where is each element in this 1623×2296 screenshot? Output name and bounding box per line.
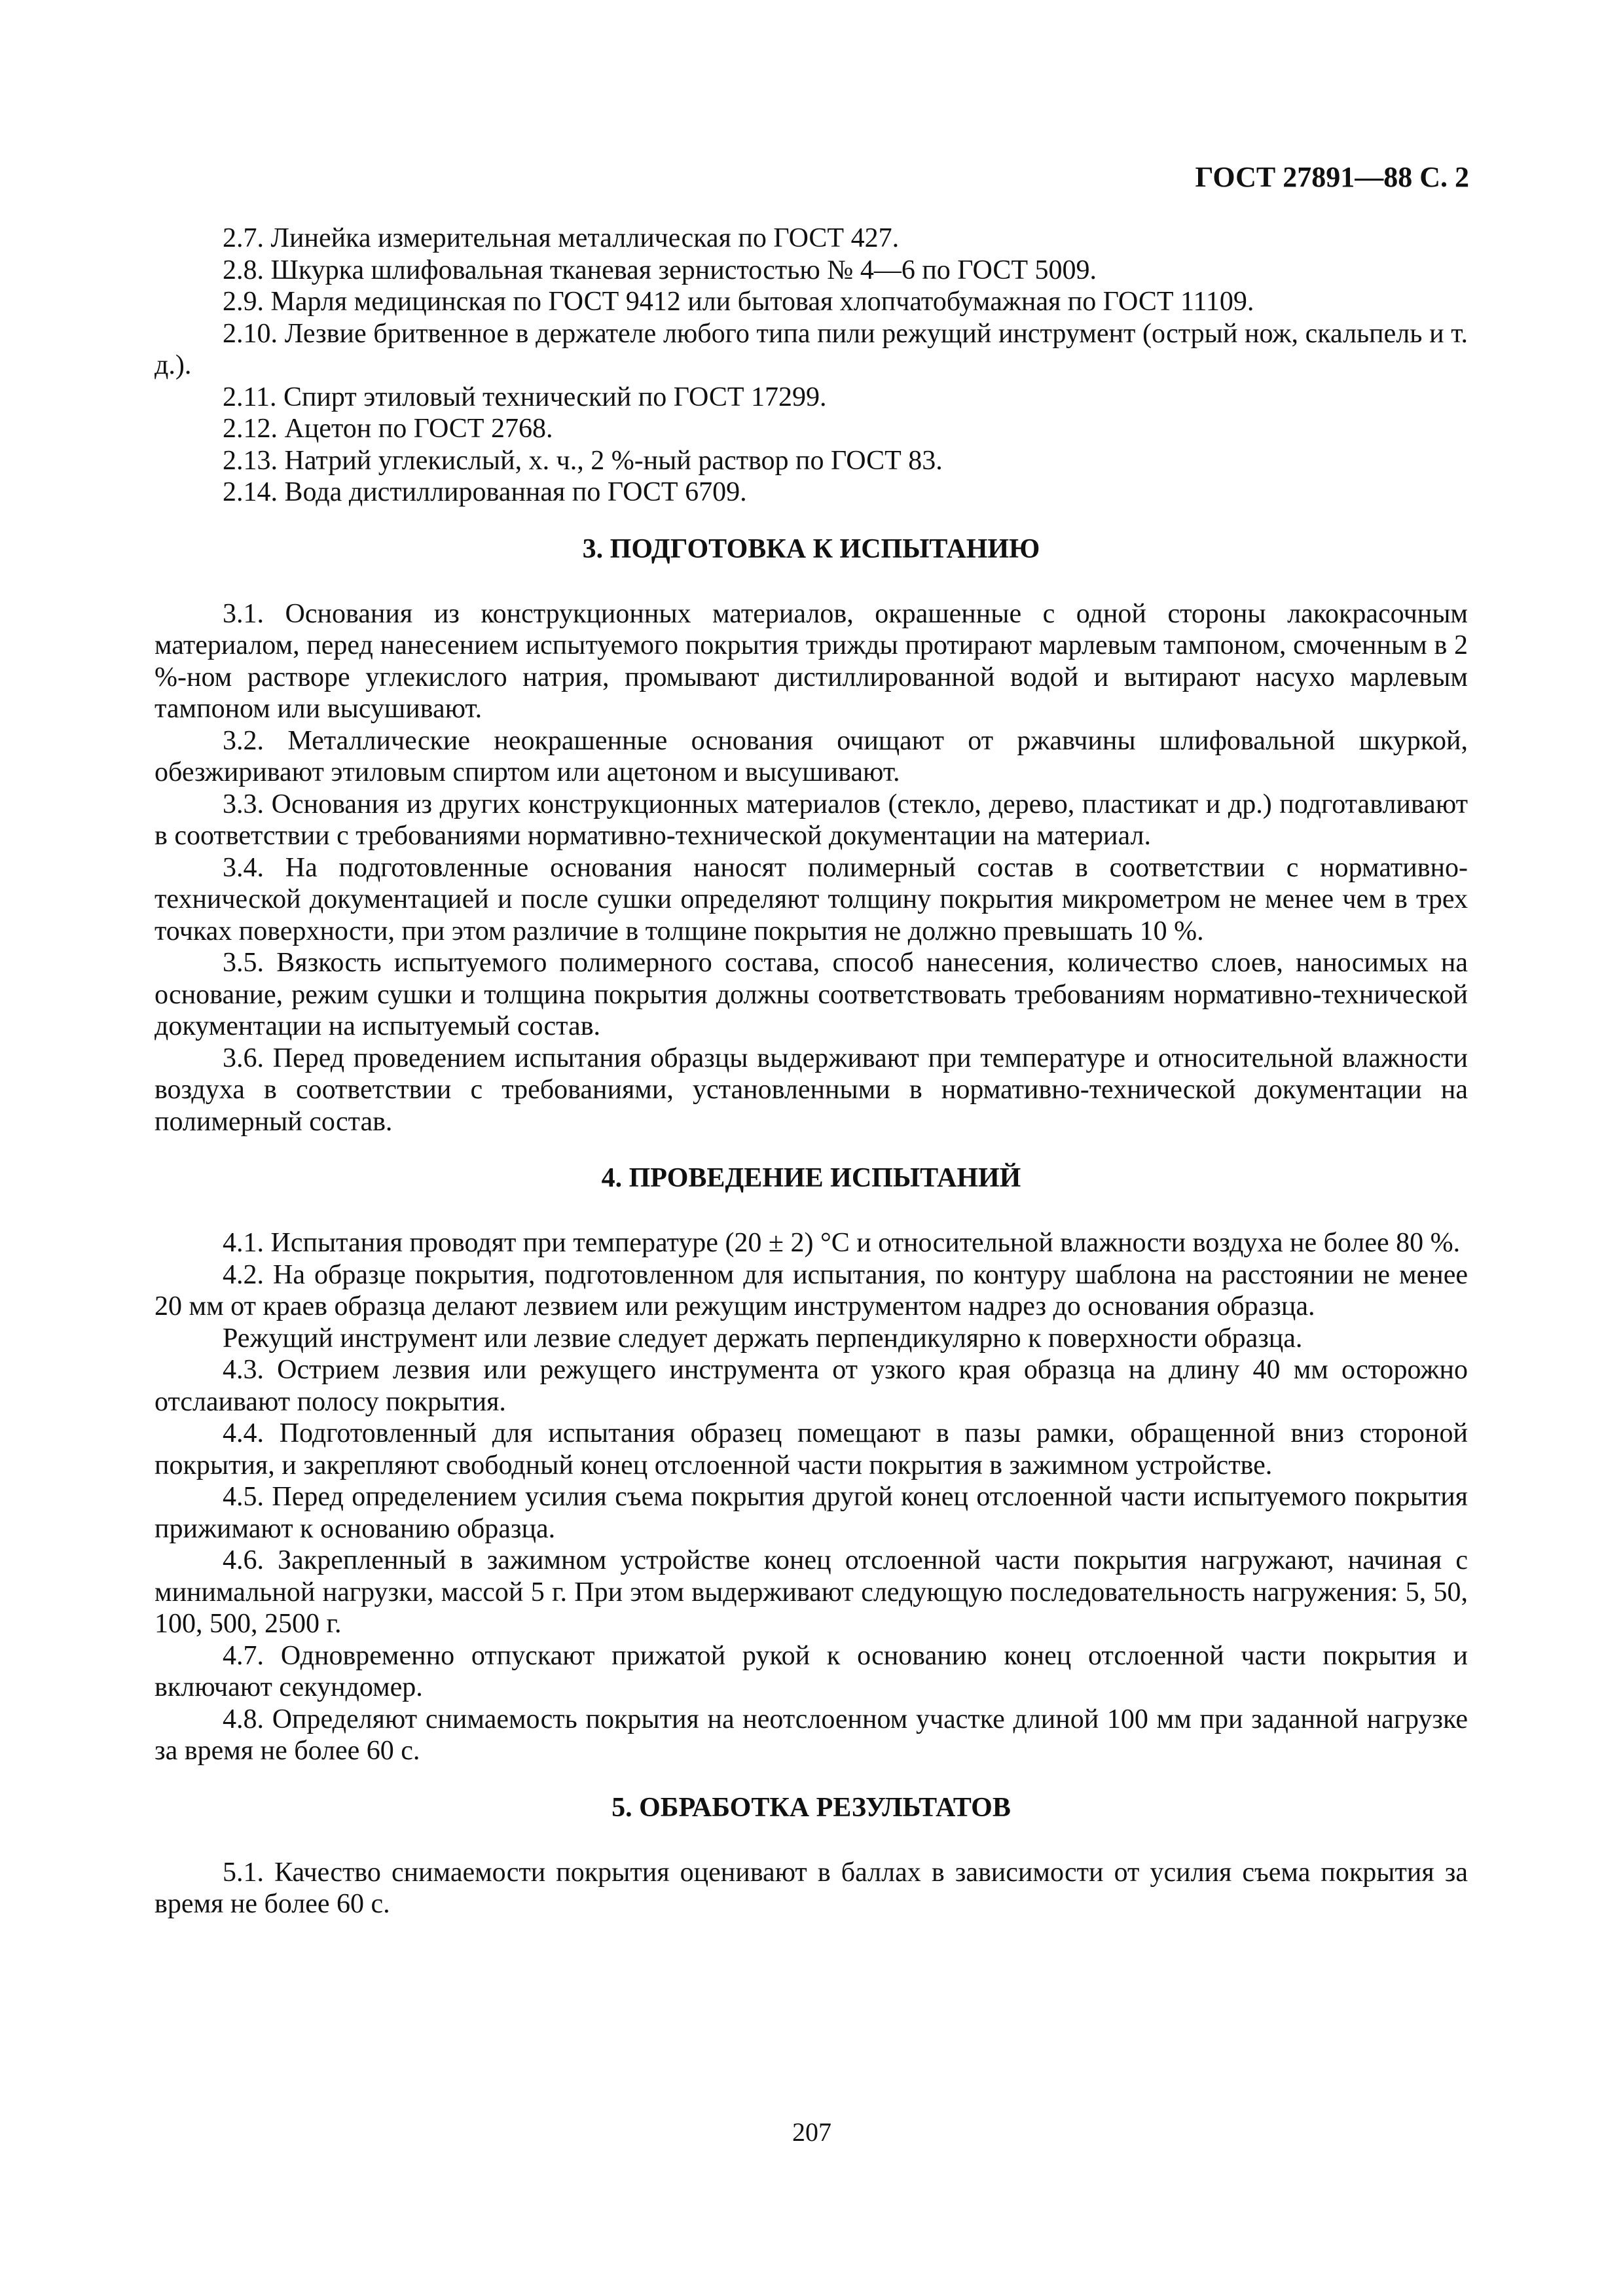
section-5-heading: 5. ОБРАБОТКА РЕЗУЛЬТАТОВ <box>611 1792 1011 1823</box>
paragraph-2-10: 2.10. Лезвие бритвенное в держателе любого типа пили режущий инструмент (острый нож, скальпель и т. д.). <box>155 318 1468 380</box>
paragraph-3-6: 3.6. Перед проведением испытания образцы выдерживают при температуре и относительной влажности воздуха в соответствии с требованиями, установленными в нормативно-технической документации на полимерный состав. <box>155 1043 1468 1137</box>
paragraph-2-12: 2.12. Ацетон по ГОСТ 2768. <box>223 414 553 444</box>
section-4-heading: 4. ПРОВЕДЕНИЕ ИСПЫТАНИЙ <box>601 1163 1021 1193</box>
paragraph-2-7: 2.7. Линейка измерительная металлическая по ГОСТ 427. <box>223 223 900 253</box>
paragraph-4-1: 4.1. Испытания проводят при температуре (20 ± 2) °С и относительной влажности воздуха не более 80 %. <box>223 1228 1461 1258</box>
paragraph-2-11: 2.11. Спирт этиловый технический по ГОСТ 17299. <box>223 382 827 412</box>
paragraph-4-8: 4.8. Определяют снимаемость покрытия на неотслоенном участке длиной 100 мм при заданной нагрузке за время не более 60 с. <box>155 1704 1468 1766</box>
paragraph-4-4: 4.4. Подготовленный для испытания образец помещают в пазы рамки, обращенной вниз стороной покрытия, и закрепляют свободный конец отслоенной части покрытия в зажимном устройстве. <box>155 1418 1468 1480</box>
paragraph-2-8: 2.8. Шкурка шлифовальная тканевая зернистостью № 4—6 по ГОСТ 5009. <box>223 255 1097 285</box>
paragraph-3-4: 3.4. На подготовленные основания наносят полимерный состав в соответствии с нормативно-технической документацией и после сушки определяют толщину покрытия микрометром не менее чем в трех точках поверхности, при этом различие в толщине покрытия не должно превышать 10 %. <box>155 852 1468 946</box>
paragraph-3-3: 3.3. Основания из других конструкционных материалов (стекло, дерево, пластикат и др.) подготавливают в соответствии с требованиями нормативно-технической документации на материал. <box>155 789 1468 851</box>
paragraph-3-1: 3.1. Основания из конструкционных материалов, окрашенные с одной стороны лакокрасочным материалом, перед нанесением испытуемого покрытия трижды протирают марлевым тампоном, смоченным в 2 %-ном растворе углекислого натрия, промывают дистиллированной водой и вытирают насухо марлевым тампоном или высушивают. <box>155 598 1468 724</box>
paragraph-2-14: 2.14. Вода дистиллированная по ГОСТ 6709. <box>223 477 747 507</box>
page-number: 207 <box>792 2117 831 2147</box>
paragraph-2-9: 2.9. Марля медицинская по ГОСТ 9412 или бытовая хлопчатобумажная по ГОСТ 11109. <box>223 287 1254 317</box>
paragraph-4-2-note: Режущий инструмент или лезвие следует держать перпендикулярно к поверхности образца. <box>223 1323 1303 1354</box>
paragraph-4-7: 4.7. Одновременно отпускают прижатой рукой к основанию конец отслоенной части покрытия и включают секундомер. <box>155 1640 1468 1702</box>
paragraph-5-1: 5.1. Качество снимаемости покрытия оценивают в баллах в зависимости от усилия съема покрытия за время не более 60 с. <box>155 1857 1468 1919</box>
paragraph-4-5: 4.5. Перед определением усилия съема покрытия другой конец отслоенной части испытуемого покрытия прижимают к основанию образца. <box>155 1482 1468 1544</box>
paragraph-4-2: 4.2. На образце покрытия, подготовленном для испытания, по контуру шаблона на расстоянии не менее 20 мм от краев образца делают лезвием или режущим инструментом надрез до основания образца. <box>155 1259 1468 1321</box>
section-3-heading: 3. ПОДГОТОВКА К ИСПЫТАНИЮ <box>582 533 1040 564</box>
paragraph-2-13: 2.13. Натрий углекислый, х. ч., 2 %-ный раствор по ГОСТ 83. <box>223 445 943 476</box>
paragraph-4-3: 4.3. Острием лезвия или режущего инструмента от узкого края образца на длину 40 мм осторожно отслаивают полосу покрытия. <box>155 1355 1468 1417</box>
paragraph-4-6: 4.6. Закрепленный в зажимном устройстве конец отслоенной части покрытия нагружают, начиная с минимальной нагрузки, массой 5 г. При этом выдерживают следующую последовательность нагружения: 5, 50, 100, 500, 2500 г. <box>155 1545 1468 1639</box>
document-header: ГОСТ 27891—88 С. 2 <box>1195 161 1469 193</box>
paragraph-3-5: 3.5. Вязкость испытуемого полимерного состава, способ нанесения, количество слоев, наносимых на основание, режим сушки и толщина покрытия должны соответствовать требованиям нормативно-технической документации на испытуемый состав. <box>155 948 1468 1041</box>
paragraph-3-2: 3.2. Металлические неокрашенные основания очищают от ржавчины шлифовальной шкуркой, обезжиривают этиловым спиртом или ацетоном и высушивают. <box>155 725 1468 787</box>
document-body <box>155 223 1468 1920</box>
